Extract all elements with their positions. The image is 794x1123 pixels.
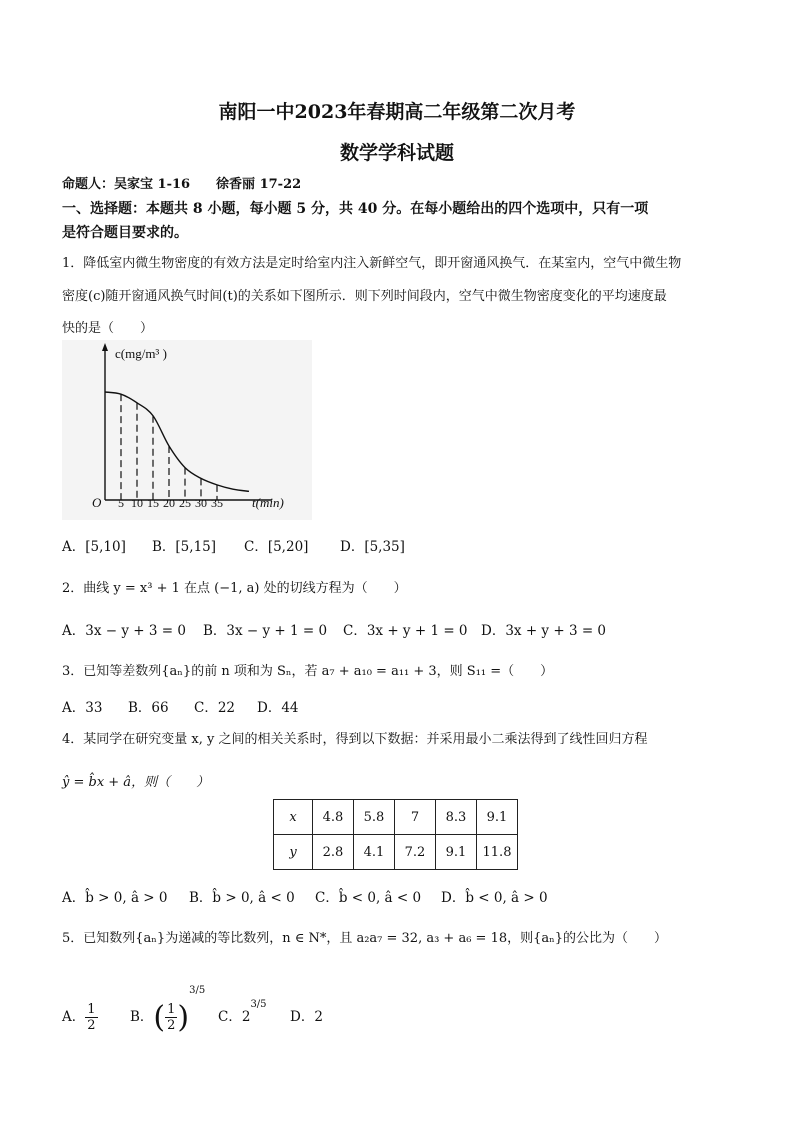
table-cell: 9.1 (436, 835, 477, 870)
exam-subtitle: 数学学科试题 (339, 142, 454, 164)
q4-data-table (273, 799, 518, 870)
q3-options (62, 696, 299, 716)
q5-option-c[interactable]: C．$2^{3/5}$ (218, 980, 290, 1042)
x-tick-label: 20 (163, 496, 175, 510)
q4-option-a[interactable]: A．b̂ > 0, â > 0 (62, 890, 168, 906)
q5-option-b-fraction: $\frac{1}{2}$ (167, 1002, 176, 1033)
section-heading-line1: 一、选择题：本题共 8 小题，每小题 5 分，共 40 分。在每小题给出的四个选项中，只有一项 (62, 201, 649, 217)
table-cell: 4.1 (354, 835, 395, 870)
table-header-x: x (274, 800, 313, 835)
q5-option-b-exponent: 3/5 (189, 985, 206, 996)
x-tick-label: 10 (131, 496, 143, 510)
q1-option-b[interactable]: B．[5,15] (152, 539, 217, 555)
q1-stem-line1: 1．降低室内微生物密度的有效方法是定时给室内注入新鲜空气，即开窗通风换气．在某室内，空气中微生物 (62, 256, 682, 271)
section-heading-line2: 是符合题目要求的。 (62, 225, 188, 241)
table-cell: 2.8 (313, 835, 354, 870)
q1-option-a[interactable]: A．[5,10] (62, 539, 126, 555)
q3-option-a[interactable]: A．33 (62, 700, 103, 716)
authors-line: 命题人：吴家宝 1-16 徐香丽 17-22 (62, 177, 302, 192)
q1-density-chart (62, 340, 312, 520)
y-axis-label: c(mg/m³ ) (115, 346, 167, 361)
q3-option-b[interactable]: B．66 (128, 700, 169, 716)
exam-title: 南阳一中2023年春期高二年级第二次月考 (218, 101, 576, 123)
table-cell: 7.2 (395, 835, 436, 870)
q2-option-c[interactable]: C．3x + y + 1 = 0 (343, 623, 468, 639)
x-tick-label: 25 (179, 496, 191, 510)
q3-option-c[interactable]: C．22 (194, 700, 236, 716)
q1-options (62, 535, 405, 555)
q4-option-b[interactable]: B．b̂ > 0, â < 0 (189, 890, 295, 906)
table-row-y (274, 835, 518, 870)
table-cell: 4.8 (313, 800, 354, 835)
q5-option-a-label: A． (62, 1009, 86, 1025)
q4-option-c[interactable]: C．b̂ < 0, â < 0 (315, 890, 422, 906)
q2-option-b[interactable]: B．3x − y + 1 = 0 (203, 623, 328, 639)
q5-option-c-exponent: 3/5 (250, 999, 267, 1010)
q1-stem-line3: 快的是（ ） (62, 321, 154, 336)
table-cell: 5.8 (354, 800, 395, 835)
table-cell: 7 (395, 800, 436, 835)
q4-regression-equation: ŷ = b̂x + â，则（ ） (62, 775, 210, 790)
table-header-y: y (274, 835, 313, 870)
q5-option-c-label: C． (218, 1009, 242, 1025)
table-cell: 9.1 (477, 800, 518, 835)
x-tick-label: 30 (195, 496, 207, 510)
q1-option-c[interactable]: C．[5,20] (244, 539, 309, 555)
q5-option-a[interactable] (62, 992, 130, 1042)
table-cell: 8.3 (436, 800, 477, 835)
q3-stem: 3．已知等差数列{aₙ}的前 n 项和为 Sₙ，若 a₇ + a₁₀ = a₁₁ + 3，则 S₁₁ =（ ） (62, 664, 554, 679)
q1-stem-line2: 密度(c)随开窗通风换气时间(t)的关系如下图所示．则下列时间段内，空气中微生物密度变化的平均速度最 (62, 289, 667, 304)
q5-options (62, 966, 323, 1035)
q2-option-a[interactable]: A．3x − y + 3 = 0 (62, 623, 186, 639)
q4-stem: 4．某同学在研究变量 x, y 之间的相关关系时，得到以下数据：并采用最小二乘法得到了线性回归方程 (62, 732, 648, 747)
table-cell: 11.8 (477, 835, 518, 870)
origin-label: O (92, 495, 102, 510)
q5-option-b-label: B． (130, 1009, 154, 1025)
q2-option-d[interactable]: D．3x + y + 3 = 0 (481, 623, 607, 639)
q5-option-d[interactable]: D．2 (290, 1009, 323, 1025)
x-axis-label: t(min) (252, 495, 284, 510)
q5-stem: 5．已知数列{aₙ}为递减的等比数列，n ∈ N*，且 a₂a₇ = 32, a₃ + a₆ = 18，则{aₙ}的公比为（ ） (62, 931, 668, 946)
q4-option-d[interactable]: D．b̂ < 0, â > 0 (441, 890, 548, 906)
q1-option-d[interactable]: D．[5,35] (340, 539, 405, 555)
q2-stem: 2．曲线 y = x³ + 1 在点 (−1, a) 处的切线方程为（ ） (62, 581, 407, 596)
q4-options (62, 886, 548, 906)
x-tick-label: 15 (147, 496, 159, 510)
q2-options (62, 619, 606, 639)
table-row-x (274, 800, 518, 835)
x-tick-label: 5 (118, 496, 124, 510)
q5-option-b[interactable]: B．( $\frac{1}{2}$ )$^{3/5}$ (130, 966, 218, 1043)
q3-option-d[interactable]: D．44 (257, 700, 299, 716)
x-tick-label: 35 (211, 496, 223, 510)
q5-option-a-fraction: $\frac{1}{2}$ (87, 1002, 96, 1033)
